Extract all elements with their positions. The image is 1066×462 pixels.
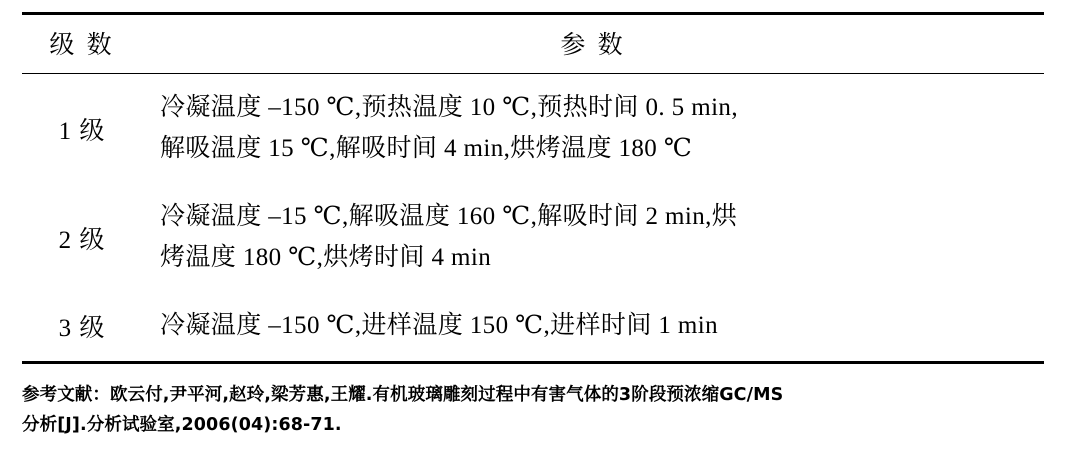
- param-line: 烤温度 180 ℃,烘烤时间 4 min: [160, 243, 492, 271]
- table-body: [22, 74, 1044, 363]
- column-header-parameter: 参 数: [142, 14, 1044, 74]
- reference-line: 参考文献：欧云付,尹平河,赵玲,梁芳惠,王耀.有机玻璃雕刻过程中有害气体的3阶段预浓缩GC/MS: [22, 384, 784, 405]
- table-row: [22, 74, 1044, 184]
- table-row: [22, 292, 1044, 362]
- param-line: 冷凝温度 –15 ℃,解吸温度 160 ℃,解吸时间 2 min,烘: [160, 203, 738, 230]
- cell-parameter: [142, 183, 1044, 292]
- cell-parameter: [142, 292, 1044, 362]
- reference-block: [22, 380, 1034, 441]
- cell-level: 2 级: [58, 226, 106, 254]
- column-header-level: 级 数: [22, 14, 142, 74]
- param-line: 冷凝温度 –150 ℃,预热温度 10 ℃,预热时间 0. 5 min,: [160, 94, 738, 121]
- reference-line: 分析[J].分析试验室,2006(04):68-71.: [22, 415, 342, 436]
- parameter-table: [22, 12, 1044, 364]
- table-row: [22, 183, 1044, 292]
- cell-level: 3 级: [22, 292, 142, 362]
- document-page: [0, 12, 1066, 462]
- cell-level: 1 级: [58, 117, 106, 145]
- param-line: 解吸温度 15 ℃,解吸时间 4 min,烘烤温度 180 ℃: [160, 134, 693, 162]
- table-header: [22, 14, 1044, 74]
- cell-parameter: [142, 74, 1044, 184]
- param-line: 冷凝温度 –150 ℃,进样温度 150 ℃,进样时间 1 min: [160, 312, 719, 339]
- table-header-row: [22, 14, 1044, 74]
